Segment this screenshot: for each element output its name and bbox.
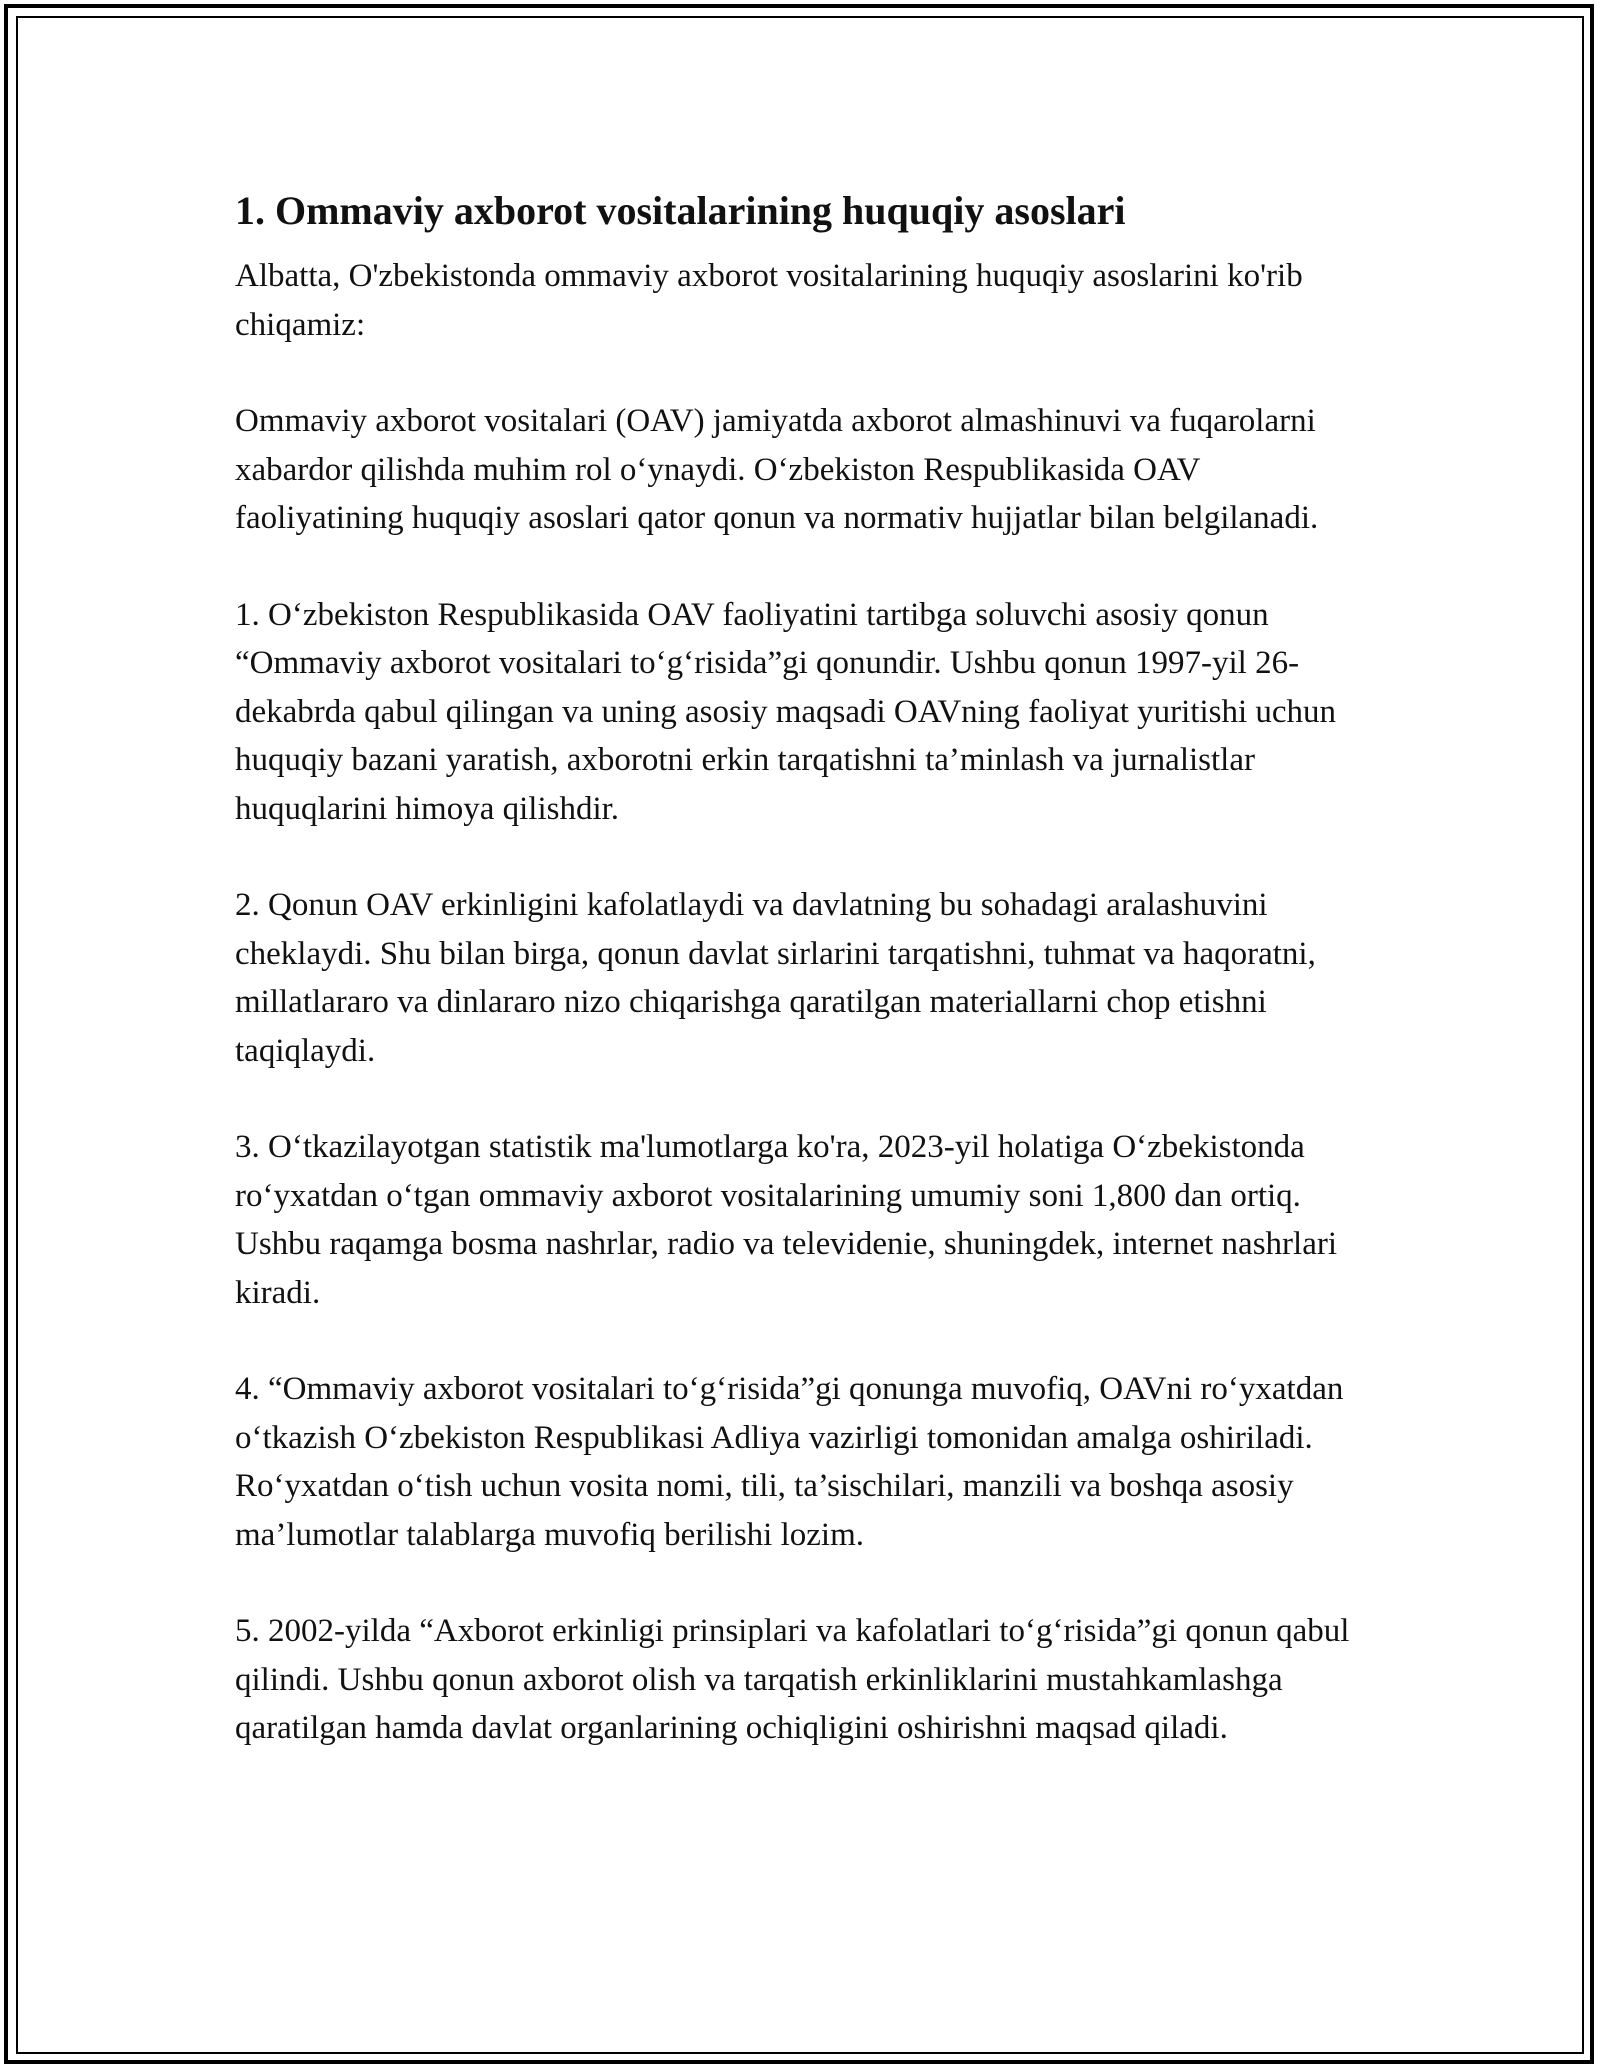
intro-paragraph: Albatta, O'zbekistonda ommaviy axborot vositalarining huquqiy asoslarini ko'rib chiqamiz: [235, 258, 1303, 343]
paragraph-point-5: 5. 2002-yilda “Axborot erkinligi prinsiplari va kafolatlari to‘g‘risida”gi qonun qabul qilindi. Ushbu qonun axborot olish va tarqatish erkinliklarini mustahkamlashga qaratilgan hamda davlat organlarining ochiqligini oshirishni maqsad qiladi. [235, 1613, 1350, 1746]
paragraph-point-3: 3. O‘tkazilayotgan statistik ma'lumotlarga ko'ra, 2023-yil holatiga O‘zbekistonda ro‘yxatdan o‘tgan ommaviy axborot vositalarining umumiy soni 1,800 dan ortiq. Ushbu raqamga bosma nashrlar, radio va televidenie, shuningdek, internet nashrlari kiradi. [235, 1129, 1338, 1311]
paragraph-point-1: 1. O‘zbekiston Respublikasida OAV faoliyatini tartibga soluvchi asosiy qonun “Ommaviy axborot vositalari to‘g‘risida”gi qonundir. Ushbu qonun 1997-yil 26-dekabrda qabul qilingan va uning asosiy maqsadi OAVning faoliyat yuritishi uchun huquqiy bazani yaratish, axborotni erkin tarqatishni ta’minlash va jurnalistlar huquqlarini himoya qilishdir. [235, 596, 1337, 827]
paragraph-overview: Ommaviy axborot vositalari (OAV) jamiyatda axborot almashinuvi va fuqarolarni xabardor qilishda muhim rol o‘ynaydi. O‘zbekiston Respublikasida OAV faoliyatining huquqiy asoslari qator qonun va normativ hujjatlar bilan belgilanadi. [235, 403, 1319, 536]
paragraph-point-2: 2. Qonun OAV erkinligini kafolatlaydi va davlatning bu sohadagi aralashuvini cheklaydi. Shu bilan birga, qonun davlat sirlarini tarqatishni, tuhmat va haqoratni, millatlararo va dinlararo nizo chiqarishga qaratilgan materiallarni chop etishni taqiqlaydi. [235, 887, 1316, 1069]
paragraph-point-4: 4. “Ommaviy axborot vositalari to‘g‘risida”gi qonunga muvofiq, OAVni ro‘yxatdan o‘tkazish O‘zbekiston Respublikasi Adliya vazirligi tomonidan amalga oshiriladi. Ro‘yxatdan o‘tish uchun vosita nomi, tili, ta’sischilari, manzili va boshqa asosiy ma’lumotlar talablarga muvofiq berilishi lozim. [235, 1371, 1344, 1553]
document-body [235, 186, 1375, 1801]
document-title: 1. Ommaviy axborot vositalarining huquqiy asoslari [235, 188, 1126, 233]
